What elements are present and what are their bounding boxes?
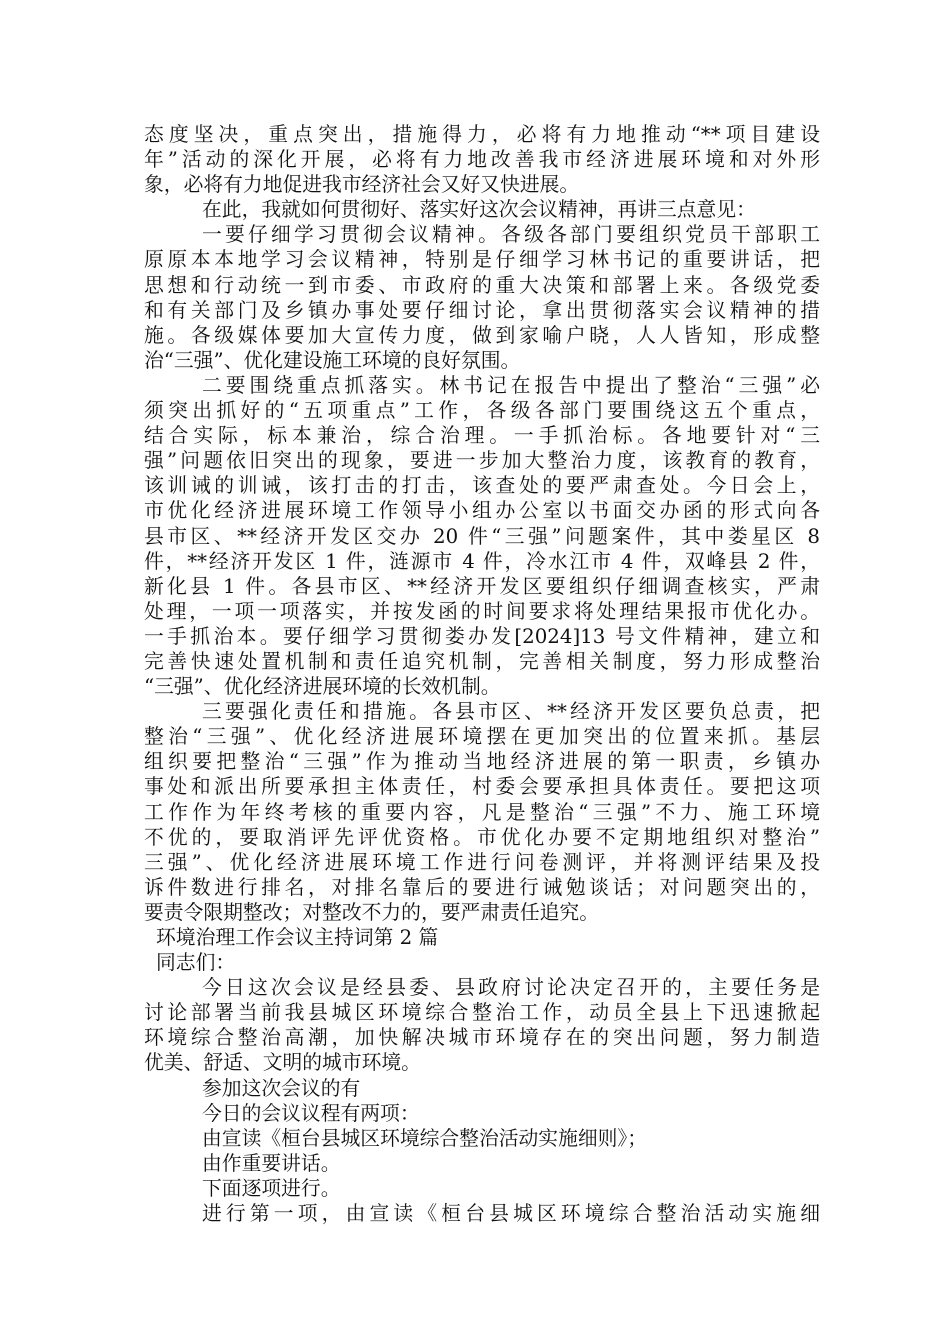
text-line: 进行第一项，由宣读《桓台县城区环境综合整治活动实施细 <box>202 1202 820 1226</box>
text-line: 和有关部门及乡镇办事处要仔细讨论，拿出贯彻落实会议精神的措 <box>144 298 820 322</box>
text-line: 治“三强”、优化建设施工环境的良好氛围。 <box>144 348 521 372</box>
text-line: 市优化经济进展环境工作领导小组办公室以书面交办函的形式向各 <box>144 499 820 523</box>
text-line: 不优的，要取消评先评优资格。市优化办要不定期地组织对整治” <box>144 825 820 849</box>
text-line: 施。各级媒体要加大宣传力度，做到家喻户晓，人人皆知，形成整 <box>144 323 820 347</box>
document-page <box>144 122 820 1226</box>
text-line: 处理，一项一项落实，并按发函的时间要求将处理结果报市优化办。 <box>144 599 820 623</box>
text-line: 态度坚决，重点突出，措施得力，必将有力地推动“**项目建设 <box>144 123 820 146</box>
text-line: 原原本本地学习会议精神，特别是仔细学习林书记的重要讲话，把 <box>144 248 820 272</box>
text-line: 诉件数进行排名，对排名靠后的要进行诫勉谈话；对问题突出的， <box>144 875 820 899</box>
text-line: 县市区、**经济开发区交办 20 件“三强”问题案件，其中娄星区 8 <box>144 524 820 548</box>
text-line: 环境治理工作会议主持词第 2 篇 <box>156 926 439 949</box>
text-line: 由作重要讲话。 <box>202 1151 341 1175</box>
text-line: 三强”、优化经济进展环境工作进行问卷测评，并将测评结果及投 <box>144 850 820 874</box>
text-line: 整治“三强”、优化经济进展环境摆在更加突出的位置来抓。基层 <box>144 725 820 749</box>
text-line: 同志们： <box>156 951 236 975</box>
text-line: 环境综合整治高潮，加快解决城市环境存在的突出问题，努力制造 <box>144 1026 820 1050</box>
text-line: 结合实际，标本兼治，综合治理。一手抓治标。各地要针对“三 <box>144 424 820 448</box>
text-line: 工作作为年终考核的重要内容，凡是整治“三强”不力、施工环境 <box>144 800 820 824</box>
text-line: 须突出抓好的“五项重点”工作，各级各部门要围绕这五个重点， <box>144 399 820 423</box>
text-line: 一手抓治本。要仔细学习贯彻娄办发[2024]13 号文件精神，建立和 <box>144 624 820 648</box>
text-line: 二要围绕重点抓落实。林书记在报告中提出了整治“三强”必 <box>202 373 820 397</box>
text-line: 象，必将有力地促进我市经济社会又好又快进展。 <box>144 173 580 197</box>
text-line: 在此，我就如何贯彻好、落实好这次会议精神，再讲三点意见： <box>202 198 756 222</box>
text-line: 一要仔细学习贯彻会议精神。各级各部门要组织党员干部职工 <box>202 223 820 247</box>
text-line: 三要强化责任和措施。各县市区、**经济开发区要负总责，把 <box>202 700 820 724</box>
text-line: 事处和派出所要承担主体责任，村委会要承担具体责任。要把这项 <box>144 775 820 799</box>
text-line: 新化县 1 件。各县市区、**经济开发区要组织仔细调查核实，严肃 <box>144 574 820 598</box>
text-line: 件，**经济开发区 1 件，涟源市 4 件，冷水江市 4 件，双峰县 2 件， <box>144 549 820 573</box>
text-line: 今日的会议议程有两项： <box>202 1101 420 1125</box>
text-line: “三强”、优化经济进展环境的长效机制。 <box>144 675 501 699</box>
text-line: 强”问题依旧突出的现象，要进一步加大整治力度，该教育的教育， <box>144 449 820 473</box>
text-line: 优美、舒适、文明的城市环境。 <box>144 1051 421 1075</box>
text-line: 讨论部署当前我县城区环境综合整治工作，动员全县上下迅速掀起 <box>144 1001 820 1025</box>
text-line: 年”活动的深化开展，必将有力地改善我市经济进展环境和对外形 <box>144 148 820 172</box>
text-line: 组织要把整治“三强”作为推动当地经济进展的第一职责，乡镇办 <box>144 750 820 774</box>
text-line: 下面逐项进行。 <box>202 1176 341 1200</box>
text-line: 思想和行动统一到市委、市政府的重大决策和部署上来。各级党委 <box>144 273 820 297</box>
text-line: 由宣读《桓台县城区环境综合整治活动实施细则》； <box>202 1126 648 1150</box>
text-line: 参加这次会议的有 <box>202 1076 361 1100</box>
text-line: 要责令限期整改；对整改不力的，要严肃责任追究。 <box>144 900 599 924</box>
text-line: 该训诫的训诫，该打击的打击，该查处的要严肃查处。今日会上， <box>144 474 820 498</box>
text-line: 今日这次会议是经县委、县政府讨论决定召开的，主要任务是 <box>202 976 820 1000</box>
text-line: 完善快速处置机制和责任追究机制，完善相关制度，努力形成整治 <box>144 649 820 673</box>
